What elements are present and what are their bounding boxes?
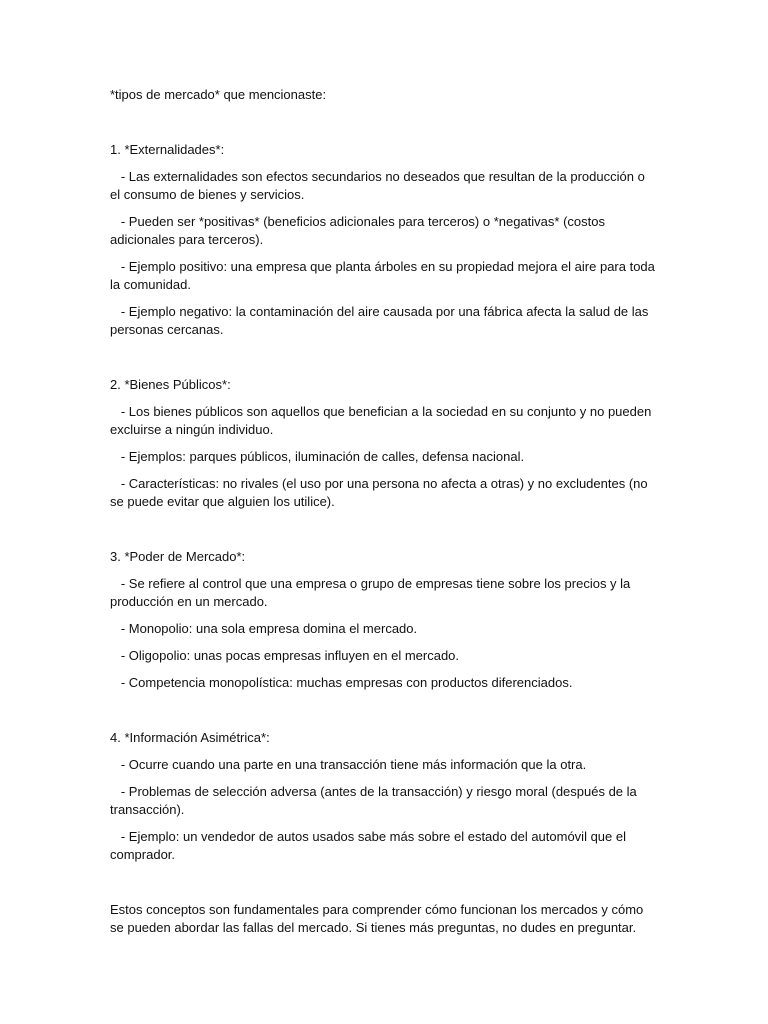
- list-item-text: - Competencia monopolística: muchas empresas con productos diferenciados.: [120, 675, 573, 690]
- list-item-text: - Se refiere al control que una empresa o grupo de empresas tiene sobre los precios y la producción en un mercado.: [110, 576, 631, 609]
- list-item-text: - Características: no rivales (el uso por una persona no afecta a otras) y no excludentes (no se puede evitar que alguien los utilice).: [110, 476, 648, 509]
- list-item: [110, 575, 658, 611]
- list-item-text: - Ejemplo positivo: una empresa que planta árboles en su propiedad mejora el aire para toda la comunidad.: [110, 259, 655, 292]
- list-item: [110, 674, 658, 692]
- list-item-text: - Los bienes públicos son aquellos que benefician a la sociedad en su conjunto y no pueden excluirse a ningún individuo.: [110, 404, 652, 437]
- list-item-text: - Ejemplo negativo: la contaminación del aire causada por una fábrica afecta la salud de las personas cercanas.: [110, 304, 649, 337]
- list-item: [110, 756, 658, 774]
- list-item-text: - Monopolio: una sola empresa domina el mercado.: [120, 621, 418, 636]
- section-informacion-asimetrica: [110, 729, 658, 864]
- list-item-text: - Ejemplos: parques públicos, iluminación de calles, defensa nacional.: [120, 449, 525, 464]
- list-item: [110, 168, 658, 204]
- list-item: [110, 448, 658, 466]
- list-item: [110, 783, 658, 819]
- section-title: 3. *Poder de Mercado*:: [110, 549, 246, 564]
- list-item: [110, 303, 658, 339]
- list-item-text: - Las externalidades son efectos secundarios no deseados que resultan de la producción o el consumo de bienes y servicios.: [110, 169, 645, 202]
- list-item: [110, 258, 658, 294]
- closing-paragraph: Estos conceptos son fundamentales para comprender cómo funcionan los mercados y cómo se pueden abordar las fallas del mercado. Si tienes más preguntas, no dudes en preguntar.: [110, 902, 644, 935]
- list-item: [110, 475, 658, 511]
- section-title: 4. *Información Asimétrica*:: [110, 730, 270, 745]
- list-item-text: - Ejemplo: un vendedor de autos usados sabe más sobre el estado del automóvil que el comprador.: [110, 829, 626, 862]
- section-title: 2. *Bienes Públicos*:: [110, 377, 231, 392]
- list-item-text: - Pueden ser *positivas* (beneficios adicionales para terceros) o *negativas* (costos adicionales para terceros).: [110, 214, 605, 247]
- list-item: [110, 403, 658, 439]
- list-item: [110, 828, 658, 864]
- list-item: [110, 620, 658, 638]
- document-body: [110, 86, 658, 937]
- list-item-text: - Ocurre cuando una parte en una transacción tiene más información que la otra.: [120, 757, 587, 772]
- section-externalidades: [110, 141, 658, 339]
- section-title: 1. *Externalidades*:: [110, 142, 225, 157]
- intro-text: *tipos de mercado* que mencionaste:: [110, 87, 327, 102]
- list-item-text: - Oligopolio: unas pocas empresas influyen en el mercado.: [120, 648, 460, 663]
- section-bienes-publicos: [110, 376, 658, 511]
- section-poder-de-mercado: [110, 548, 658, 692]
- list-item: [110, 647, 658, 665]
- list-item-text: - Problemas de selección adversa (antes de la transacción) y riesgo moral (después de la transacción).: [110, 784, 637, 817]
- list-item: [110, 213, 658, 249]
